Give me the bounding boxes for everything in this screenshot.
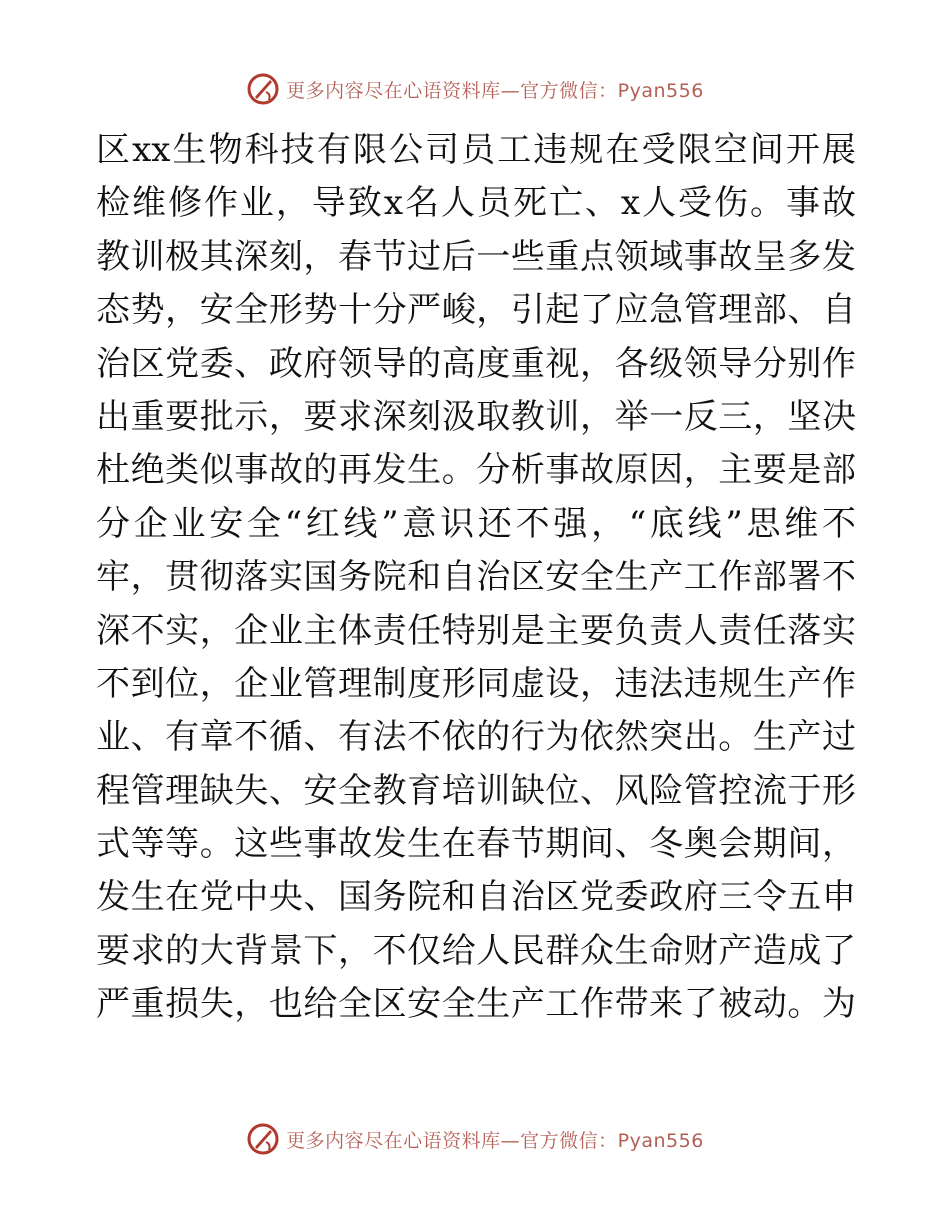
quill-circle-logo-icon: [246, 1122, 280, 1156]
text-line: 治区党委、政府领导的高度重视，各级领导分别作: [96, 343, 856, 384]
document-body: [96, 124, 856, 1032]
text-line: 检维修作业，导致x名人员死亡、x人受伤。事故: [96, 183, 856, 224]
text-line: 牢，贯彻落实国务院和自治区安全生产工作部署不: [96, 557, 856, 598]
text-line: 区xx生物科技有限公司员工违规在受限空间开展: [96, 130, 856, 170]
text-line: 严重损失，也给全区安全生产工作带来了被动。为: [96, 984, 856, 1025]
text-line: 出重要批示，要求深刻汲取教训，举一反三，坚决: [96, 396, 856, 437]
text-line: 深不实，企业主体责任特别是主要负责人责任落实: [96, 610, 856, 651]
quill-circle-logo-icon: [246, 72, 280, 106]
text-line: 不到位，企业管理制度形同虚设，违法违规生产作: [96, 663, 856, 704]
text-line: 态势，安全形势十分严峻，引起了应急管理部、自: [96, 290, 856, 331]
footer-watermark: [0, 1122, 950, 1156]
text-line: 分企业安全“红线”意识还不强，“底线”思维不: [96, 503, 856, 544]
text-line: 要求的大背景下，不仅给人民群众生命财产造成了: [96, 930, 856, 971]
header-watermark-text: 更多内容尽在心语资料库—官方微信：Pyan556: [286, 79, 704, 102]
text-line: 程管理缺失、安全教育培训缺位、风险管控流于形: [96, 770, 856, 811]
text-line: 式等等。这些事故发生在春节期间、冬奥会期间，: [96, 824, 856, 865]
text-line: 发生在党中央、国务院和自治区党委政府三令五申: [96, 877, 856, 918]
footer-watermark-text: 更多内容尽在心语资料库—官方微信：Pyan556: [286, 1129, 704, 1152]
text-line: 杜绝类似事故的再发生。分析事故原因，主要是部: [96, 450, 856, 491]
text-line: 业、有章不循、有法不依的行为依然突出。生产过: [96, 717, 856, 758]
text-line: 教训极其深刻，春节过后一些重点领域事故呈多发: [96, 236, 856, 277]
header-watermark: [0, 72, 950, 106]
